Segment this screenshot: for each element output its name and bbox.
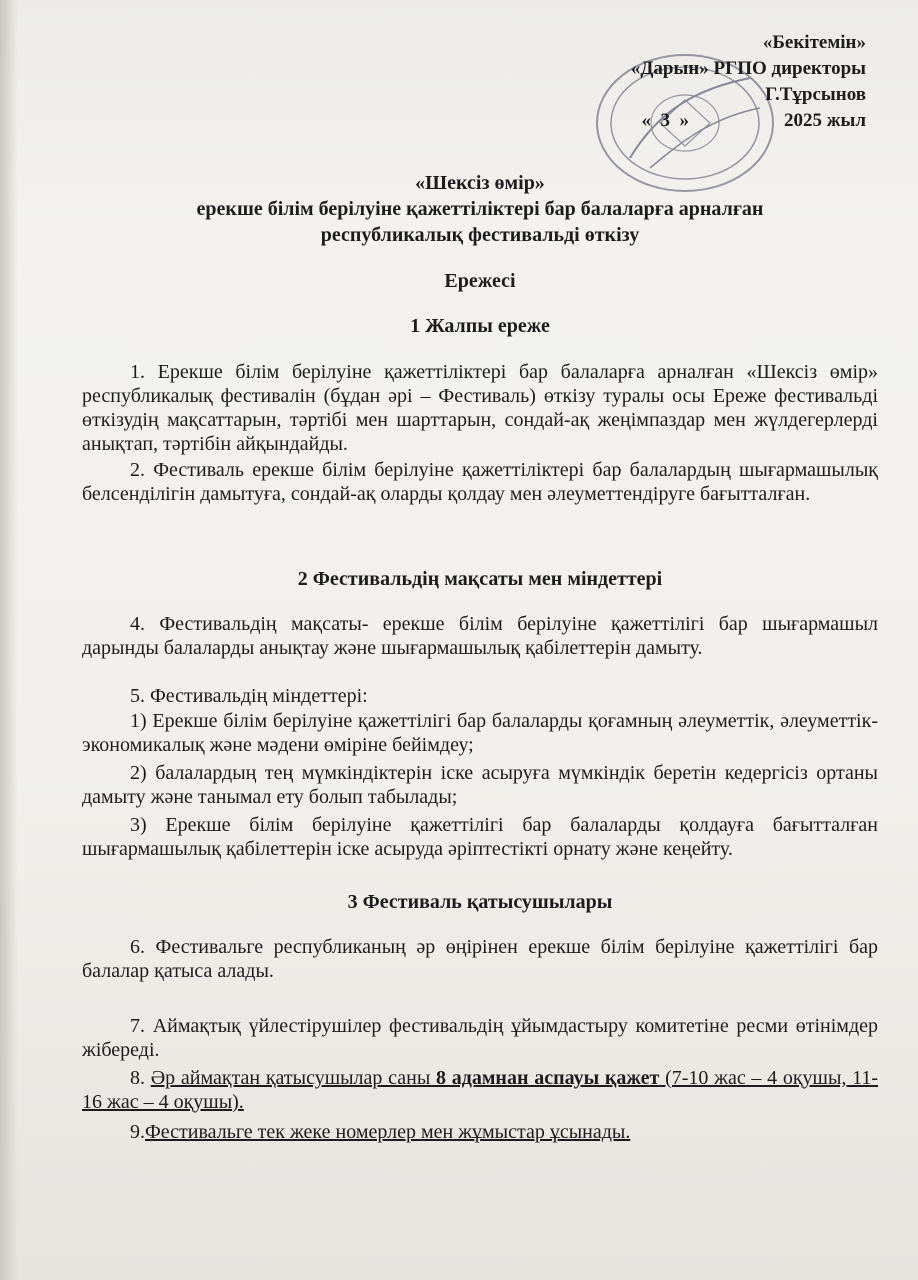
paragraph-4: 4. Фестивальдің мақсаты- ерекше білім берілуіне қажеттілігі бар шығармашыл дарынды балаларды анықтау және шығармашылық қабілеттерін дамыту. [82,613,878,659]
paragraph-9-number: 9. [130,1121,145,1143]
section-2-heading: 2 Фестивальдің мақсаты мен міндеттері [297,568,663,590]
paragraph-9-text: Фестивальге тек жеке номерлер мен жұмыстар ұсынады. [145,1121,631,1143]
approval-line-3: Г.Тұрсынов [765,84,866,105]
approval-block [506,30,866,134]
section-1-heading: 1 Жалпы ереже [410,315,550,337]
paragraph-1: 1. Ерекше білім берілуіне қажеттіліктері бар балаларға арналған «Шексіз өмір» республикалық фестивалін (бұдан әрі – Фестиваль) өткізу туралы осы Ереже фестивальді өткізудің мақсаттарын, тәртібі мен шарттарын, сондай-ақ жеңімпаздар мен жүлдегерлерді анықтап, тәртібін айқындайды. [82,361,878,455]
approval-date: « 3 » 2025 жыл [641,110,866,131]
paragraph-6: 6. Фестивальге республиканың әр өңірінен ерекше білім берілуіне қажеттілігі бар балалар қатыса алады. [82,936,878,982]
paragraph-8 [82,1066,878,1114]
paragraph-8-text-a: Әр аймақтан қатысушылар саны [150,1067,436,1089]
title-line-2: ерекше білім берілуіне қажеттіліктері бар балаларға арналған [196,198,764,220]
paragraph-8-limit: 8 адамнан аспауы қажет [435,1067,660,1089]
document-title [80,170,880,248]
paragraph-8-number: 8. [130,1067,151,1089]
rules-title: Ережесі [444,270,516,292]
task-1: 1) Ерекше білім берілуіне қажеттілігі бар балаларды қоғамның әлеуметтік, әлеуметтік-экономикалық және мәдени өміріне бейімдеу; [82,710,878,756]
approval-line-2: «Дарын» РГПО директоры [630,58,866,79]
task-2: 2) балалардың тең мүмкіндіктерін іске асыруға мүмкіндік беретін кедергісіз ортаны дамыту және танымал ету болып табылады; [82,762,878,808]
paragraph-7: 7. Аймақтық үйлестірушілер фестивальдің ұйымдастыру комитетіне ресми өтінімдер жібереді. [82,1015,878,1061]
paragraph-8-text-c: (7-10 жас – 4 оқушы, 11-16 жас – 4 оқушы). [82,1067,879,1113]
approval-line-1: «Бекітемін» [762,32,866,53]
task-3: 3) Ерекше білім берілуіне қажеттілігі бар балаларды қолдауға бағытталған шығармашылық қабілеттерін іске асыруда әріптестікті орнату және кеңейту. [82,814,878,860]
paragraph-5: 5. Фестивальдің міндеттері: [130,685,368,707]
title-line-3: республикалық фестивальді өткізу [320,224,640,246]
paragraph-9 [82,1120,878,1144]
paragraph-2: 2. Фестиваль ерекше білім берілуіне қажеттіліктері бар балалардың шығармашылық белсенділігін дамытуға, сондай-ақ оларды қолдау мен әлеуметтендіруге бағытталған. [82,459,878,505]
title-line-1: «Шексіз өмір» [415,172,545,194]
section-3-heading: 3 Фестиваль қатысушылары [347,891,613,913]
